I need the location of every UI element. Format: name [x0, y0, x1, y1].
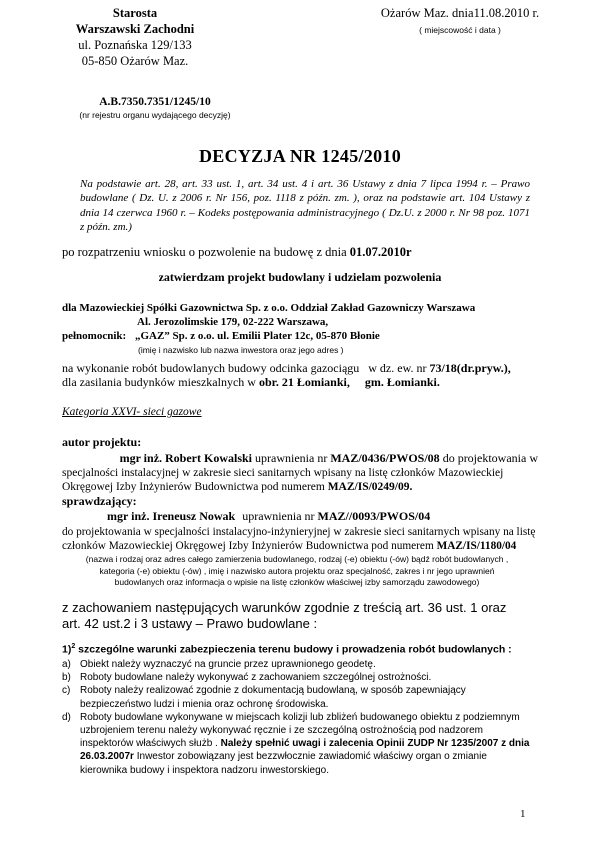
author-name: mgr inż. Robert Kowalski — [119, 451, 253, 465]
condition-text: Roboty budowlane należy wykonywać z zachowaniem szczególnej ostrożności. — [80, 672, 432, 684]
author-chamber-number: MAZ/IS/0249/09. — [327, 481, 413, 493]
scope-object: odcinka gazociągu — [269, 361, 360, 375]
investor-line-2: Al. Jerozolimskie 179, 02-222 Warszawa, — [137, 316, 329, 328]
author-heading: autor projektu: — [62, 435, 142, 449]
application-text: po rozpatrzeniu wniosku o pozwolenie na budowę z dnia — [62, 245, 347, 259]
application-date: 01.07.2010r — [349, 245, 412, 259]
author-line-2: specjalności instalacyjnej w zakresie sieci sanitarnych wpisany na listę członków Mazowieckiej — [62, 467, 504, 479]
checker-line-1 — [107, 509, 430, 523]
scope-plot-text: w dz. ew. nr — [368, 361, 427, 375]
checker-heading: sprawdzający: — [62, 494, 137, 508]
condition-item — [62, 711, 532, 777]
proxy-label: pełnomocnik: — [62, 330, 127, 342]
place-date-caption: ( miejscowość i data ) — [419, 25, 501, 35]
conditions-heading-text: szczególne warunki zabezpieczenia terenu budowy i prowadzenia robót budowlanych : — [78, 643, 512, 656]
page-number: 1 — [520, 808, 526, 820]
author-line-3 — [62, 480, 412, 494]
caption-line: budowlanych oraz informacja o wpisie na listę członków właściwej izby samorządu zawodowego) — [114, 577, 480, 587]
condition-label: d) — [62, 711, 71, 723]
scope-line-2 — [62, 375, 440, 389]
checker-name: mgr inż. Ireneusz Nowak — [107, 509, 236, 523]
approval-statement: zatwierdzam projekt budowlany i udzielam pozwolenia — [158, 270, 442, 284]
condition-item — [62, 658, 532, 671]
checker-line-3 — [62, 539, 516, 553]
condition-item — [62, 671, 532, 684]
condition-text: Obiekt należy wyznaczyć na gruncie przez uprawnionego geodetę. — [80, 659, 376, 670]
author-line-1 — [62, 451, 538, 465]
scope-purpose: dla zasilania budynków mieszkalnych w — [62, 375, 256, 389]
checker-perm-number: MAZ//0093/PWOS/04 — [317, 509, 431, 523]
checker-chamber-number: MAZ/IS/1180/04 — [436, 540, 517, 552]
author-perm-number: MAZ/0436/PWOS/08 — [330, 451, 440, 465]
conditions-list — [62, 658, 532, 777]
scope-area: obr. 21 Łomianki, — [258, 375, 350, 389]
checker-chamber-text: członków Mazowieckiej Okręgowej Izby Inżynierów Budownictwa pod numerem — [62, 540, 434, 552]
authority-line: Starosta — [112, 6, 158, 20]
register-number: A.B.7350.7351/1245/10 — [99, 96, 211, 108]
issuing-authority — [55, 5, 215, 69]
scope-commune: gm. Łomianki. — [364, 375, 440, 389]
decision-title: DECYZJA NR 1245/2010 — [198, 146, 401, 166]
caption-line: (nazwa i rodzaj oraz adres całego zamierzenia budowlanego, rodzaj (-e) obiektu (-ów) bądź robót budowlanych , — [85, 554, 509, 564]
condition-opinion: Należy spełnić uwagi i zalecenia Opinii ZUDP Nr 1235/2007 z dnia 26.03.2007r — [80, 738, 530, 763]
checker-perm-label: uprawnienia nr — [242, 509, 315, 523]
author-perm-tail: do projektowania w — [442, 451, 538, 465]
conditions-superscript: 2 — [71, 643, 76, 650]
caption-line: kategoria (-e) obiektu (-ów) , imię i nazwisko autora projektu oraz specjalność, zakres i nr jego uprawnień — [99, 565, 495, 576]
condition-text-cont: Inwestor zobowiązany jest bezzwłocznie zawiadomić właściwy organ o zmianie kierownika budowy i inspektora nadzoru inwestorskiego. — [80, 751, 487, 776]
scope-plot-number: 73/18(dr.pryw.), — [429, 361, 511, 375]
condition-label: a) — [62, 659, 71, 670]
condition-text: Roboty należy realizować zgodnie z dokumentacją budowlaną, w sposób zapewniający bezpieczeństwo ludzi i mienia oraz ochronę środowiska. — [80, 685, 466, 710]
proxy-value: „GAZ” Sp. z o.o. ul. Emilii Plater 12c, 05-870 Błonie — [134, 330, 380, 342]
condition-label: c) — [62, 685, 71, 697]
conditions-number: 1) — [62, 643, 72, 656]
object-category: Kategoria XXVI- sieci gazowe — [62, 406, 202, 418]
proxy-line — [62, 330, 380, 342]
register-block — [55, 96, 255, 120]
condition-item — [62, 684, 532, 710]
scope-line-1 — [62, 361, 511, 375]
authority-line: ul. Poznańska 129/133 — [78, 38, 192, 52]
checker-line-2: do projektowania w specjalności instalacyjno-inżynieryjnej w zakresie sieci sanitarnych wpisany na listę — [62, 526, 536, 538]
author-perm-label: uprawnienia nr — [255, 451, 328, 465]
legal-basis: Na podstawie art. 28, art. 33 ust. 1, art. 34 ust. 4 i art. 36 Ustawy z dnia 7 lipca 1994 r. – Prawo budowlane ( Dz. U. z 2006 r. Nr 156, poz. 1118 z późn. zm. ), oraz na podstawie art. 104 Ustawy z dnia 14 czerwca 1960 r. – Kodeks postępowania administracyjnego ( Dz.U. z 2000 r. Nr 98 poz. 1071 z późn. zm.) — [80, 178, 530, 234]
conditions-intro: z zachowaniem następujących warunków zgodnie z treścią art. 36 ust. 1 oraz art. 42 ust.2 i 3 ustawy – Prawo budowlane : — [62, 600, 507, 631]
register-caption: (nr rejestru organu wydającego decyzję) — [79, 110, 231, 120]
place-date-value: Ożarów Maz. dnia11.08.2010 r. — [380, 6, 540, 20]
place-and-date — [360, 5, 560, 38]
condition-label: b) — [62, 672, 71, 684]
authority-line: 05-850 Ożarów Maz. — [81, 54, 189, 68]
author-chamber-text: Okręgowej Izby Inżynierów Budownictwa pod numerem — [62, 481, 325, 493]
investor-line-1: dla Mazowieckiej Spółki Gazownictwa Sp. z o.o. Oddział Zakład Gazowniczy Warszawa — [62, 302, 476, 314]
scope-prefix: na wykonanie robót budowlanych budowy — [62, 361, 267, 375]
investor-caption: (imię i nazwisko lub nazwa inwestora oraz jego adres ) — [138, 345, 344, 355]
project-caption — [62, 554, 532, 589]
conditions-heading — [62, 643, 512, 656]
condition-text: Roboty budowlane wykonywane w miejscach kolizji lub zbliżeń budowanego obiektu z podziemnym uzbrojeniem terenu należy wykonywać ręcznie i ze szczególną ostrożnością pod nadzorem inspektorów właściwych służb . — [80, 711, 520, 750]
application-line — [62, 245, 412, 259]
authority-line: Warszawski Zachodni — [75, 22, 195, 36]
